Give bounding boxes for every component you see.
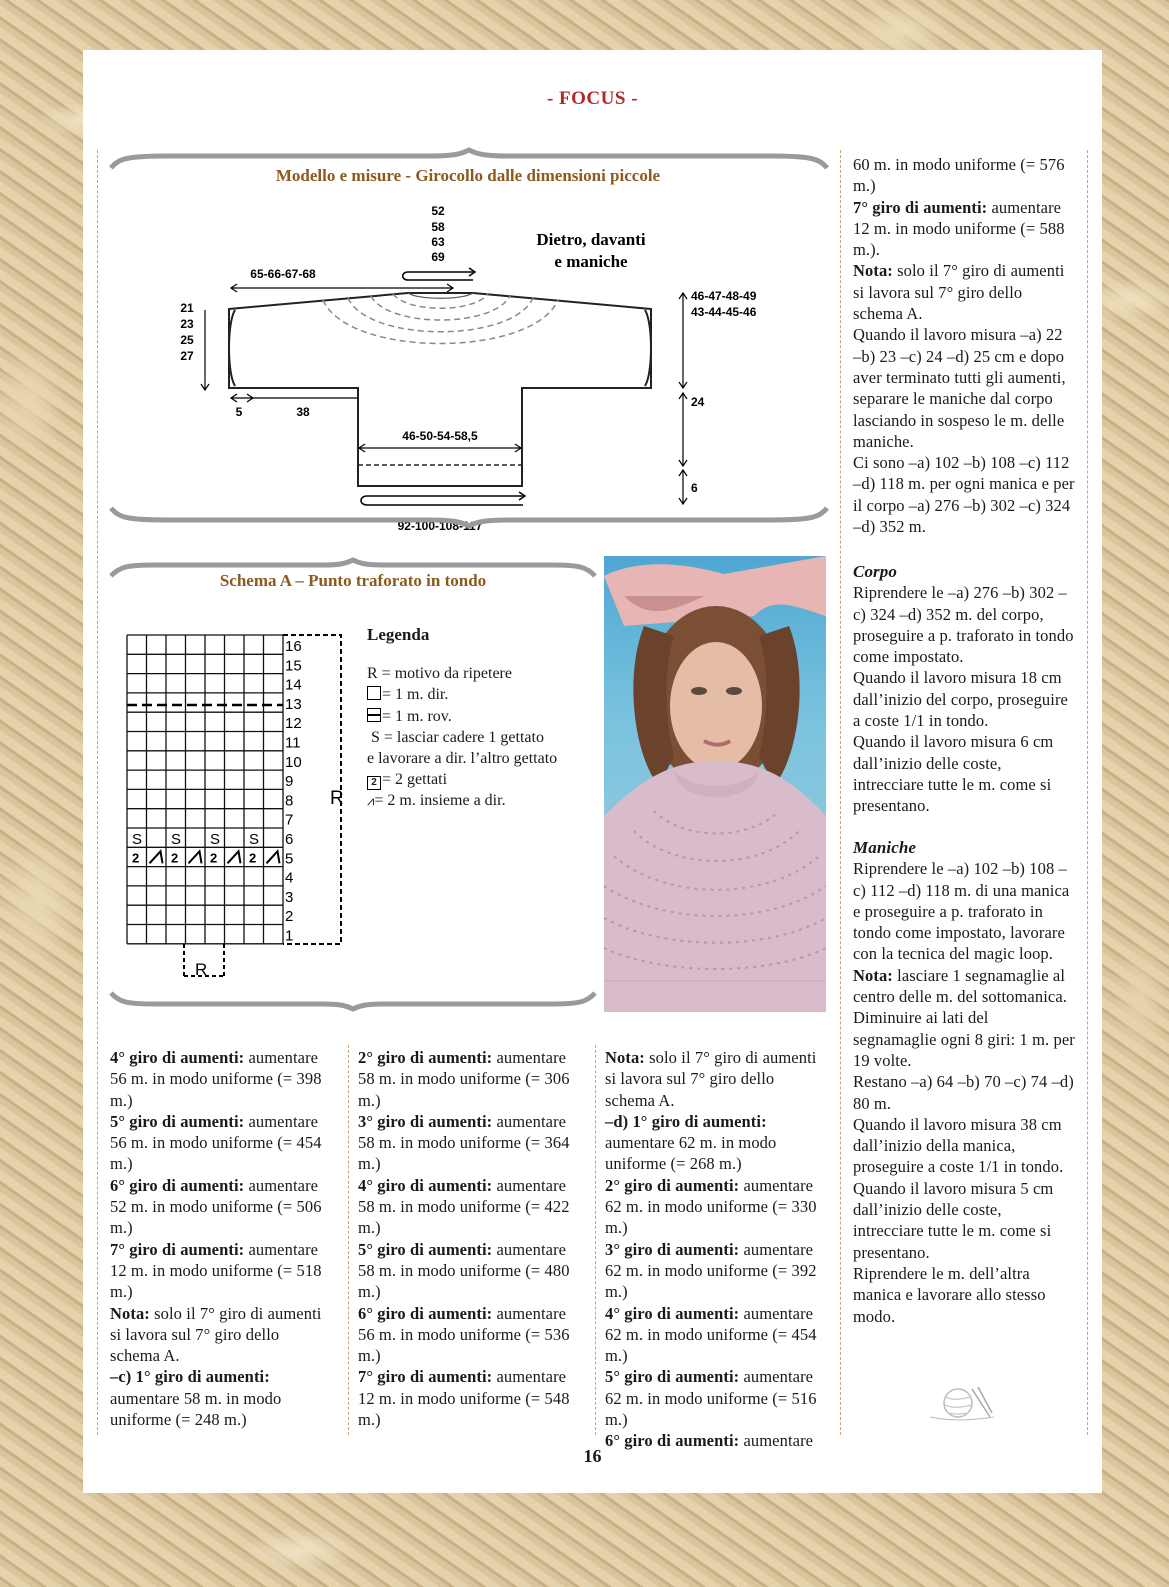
schema-bottom-bracket (109, 991, 597, 1011)
paragraph (358, 1239, 580, 1303)
slip-symbol: S (171, 831, 182, 848)
bold-label: 2° giro di aumenti: (358, 1048, 493, 1067)
row-number: 7 (285, 811, 294, 829)
double-yo-symbol: 2 (132, 850, 140, 866)
sleeve-height: 23 (180, 317, 194, 331)
bold-label: Nota: (853, 965, 893, 985)
row-number: 3 (285, 888, 294, 906)
bold-label: 6° giro di aumenti: (605, 1431, 740, 1451)
paragraph-text: aumentare 58 m. in modo uniforme (= 422 m.) (358, 1175, 570, 1238)
paragraph (853, 154, 1075, 197)
paragraph (110, 1047, 332, 1111)
diagram-bottom-bracket (109, 506, 829, 528)
hem-measure: 92-100-108-117 (397, 519, 483, 533)
row-number: 12 (285, 715, 302, 733)
bold-label: 6° giro di aumenti: (358, 1303, 493, 1323)
double-yo-symbol: 2 (171, 850, 179, 866)
maniche-section (853, 837, 1075, 1327)
paragraph (853, 1071, 1075, 1114)
paragraph-text: solo il 7° giro di aumenti si lavora sul 7° giro dello schema A. (110, 1303, 322, 1366)
bold-label: 6° giro di aumenti: (110, 1175, 245, 1195)
neck-size: 52 (431, 204, 445, 218)
legend-item: = 1 m. rov. (367, 706, 597, 727)
paragraph-text: Quando il lavoro misura 38 cm dall’inizio della manica, proseguire a coste 1/1 in tondo. (853, 1114, 1064, 1177)
model-photo (604, 556, 826, 1012)
paragraph (605, 1111, 827, 1175)
legend-item: 2 = 2 gettati (367, 769, 597, 790)
double-yo-symbol: 2 (249, 850, 257, 866)
slip-symbol: S (210, 831, 221, 848)
paragraph-text: Restano –a) 64 –b) 70 –c) 74 –d) 80 m. (853, 1072, 1074, 1113)
text-column-3 (605, 1047, 827, 1452)
paragraph-text: Quando il lavoro misura 5 cm dall’inizio delle coste, intrecciare tutte le m. come si presentano. (853, 1178, 1054, 1262)
legend-item: e lavorare a dir. l’altro gettato (367, 750, 558, 768)
paragraph (605, 1366, 827, 1430)
legend-item: ⩘= 2 m. insieme a dir. (367, 792, 506, 810)
paragraph (110, 1239, 332, 1303)
sweater-schematic (173, 198, 793, 533)
paragraph (853, 1007, 1075, 1071)
text-column-right-top (853, 154, 1075, 537)
paragraph (110, 1303, 332, 1367)
yoke-height: 43-44-45-46 (691, 305, 757, 319)
paragraph (605, 1239, 827, 1303)
row-number: 9 (285, 773, 294, 791)
stitch-chart (123, 632, 373, 984)
column-rule (348, 1045, 349, 1435)
row-number: 2 (285, 908, 294, 926)
neck-size: 69 (431, 250, 445, 264)
legend-title: Legenda (367, 625, 430, 644)
bold-label: Nota: (110, 1303, 150, 1323)
magazine-page (83, 50, 1102, 1493)
repeat-label: R (330, 788, 344, 809)
paragraph (853, 1263, 1075, 1327)
paragraph (605, 1175, 827, 1239)
sleeve-height: 27 (180, 349, 194, 363)
paragraph-text: aumentare 52 m. in modo uniforme (= 506 m.) (110, 1175, 322, 1238)
bold-label: 5° giro di aumenti: (605, 1367, 740, 1387)
paragraph: Quando il lavoro misura 18 cm dall’inizio del corpo, proseguire a coste 1/1 in tondo. (853, 668, 1068, 731)
bold-label: 4° giro di aumenti: (605, 1303, 740, 1323)
paragraph (853, 1178, 1075, 1263)
sleeve-length: 65-66-67-68 (250, 267, 316, 281)
bold-label: 3° giro di aumenti: (605, 1239, 740, 1259)
legend-item: R = motivo da ripetere (367, 665, 512, 683)
paragraph-text: aumentare 62 m. in modo uniforme (= 268 m.) (605, 1133, 777, 1174)
double-yo-symbol: 2 (367, 776, 381, 790)
bold-label: Nota: (853, 261, 893, 281)
model-illustration (604, 556, 826, 1012)
section-header: - FOCUS - (546, 88, 639, 109)
maniche-heading: Maniche (853, 838, 917, 857)
k2tog-symbol (150, 851, 163, 863)
row-number: 10 (285, 753, 302, 771)
row-number: 13 (285, 695, 302, 713)
paragraph (853, 858, 1075, 964)
paragraph-text: aumentare 12 m. in modo uniforme (= 518 m.) (110, 1239, 322, 1302)
body-height: 24 (691, 395, 705, 409)
paragraph-text: Quando il lavoro misura –a) 22 –b) 23 –c) 24 –d) 25 cm e dopo aver terminato tutti gli aumenti, separare le maniche dal corpo lasciando in sospeso le m. delle maniche. (853, 325, 1066, 451)
paragraph (110, 1111, 332, 1175)
row-number: 4 (285, 869, 294, 887)
paragraph: Riprendere le –a) 276 –b) 302 –c) 324 –d) 352 m. del corpo, proseguire a p. traforato in tondo come impostato. (853, 583, 1074, 667)
sleeve-height: 21 (180, 301, 194, 315)
paragraph (853, 1114, 1075, 1178)
slip-symbol: S (249, 831, 260, 848)
bold-label: 3° giro di aumenti: (358, 1111, 493, 1131)
legend-item: S = lasciar cadere 1 gettato (371, 728, 544, 746)
bold-label: 7° giro di aumenti: (110, 1239, 245, 1259)
paragraph-text: aumentare 12 m. in modo uniforme (= 588 m.). (853, 197, 1065, 260)
corpo-section (853, 561, 1075, 817)
sleeve-height: 25 (180, 333, 194, 347)
bold-label: Nota: (605, 1048, 645, 1067)
paragraph (358, 1111, 580, 1175)
paragraph-text: aumentare 56 m. in modo uniforme (= 454 m.) (110, 1111, 322, 1174)
paragraph-text: aumentare 58 m. in modo uniforme (= 306 m.) (358, 1048, 570, 1110)
paragraph-text: aumentare 56 m. in modo uniforme (= 536 m.) (358, 1303, 570, 1366)
paragraph-text: solo il 7° giro di aumenti si lavora sul 7° giro dello schema A. (605, 1048, 817, 1110)
paragraph (853, 324, 1075, 452)
paragraph-text: aumentare 62 m. in modo uniforme (= 330 m.) (605, 1175, 817, 1238)
paragraph (605, 1303, 827, 1367)
slip-symbol: S (132, 831, 143, 848)
row-number: 11 (285, 734, 301, 752)
paragraph (110, 1175, 332, 1239)
column-rule (97, 150, 98, 1435)
paragraph (358, 1366, 580, 1430)
paragraph-text: aumentare 58 m. in modo uniforme (= 364 m.) (358, 1111, 570, 1174)
column-rule (595, 1045, 596, 1435)
text-column-1 (110, 1047, 332, 1430)
bold-label: 4° giro di aumenti: (110, 1048, 245, 1067)
paragraph-text: aumentare 12 m. in modo uniforme (= 548 m.) (358, 1367, 570, 1430)
diagram-title: Modello e misure - Girocollo dalle dimensioni piccole (275, 166, 661, 185)
legend-item: = 1 m. dir. (367, 684, 597, 705)
row-number: 1 (285, 927, 294, 945)
row-number: 15 (285, 657, 302, 675)
pieces-label: e maniche (554, 252, 628, 271)
paragraph-text: lasciare 1 segnamaglie al centro delle m. del sottomanica. (853, 965, 1067, 1007)
repeat-label: R (195, 960, 208, 979)
bold-label: 7° giro di aumenti: (853, 197, 988, 217)
paragraph (358, 1175, 580, 1239)
bold-label: –c) 1° giro di aumenti: (110, 1367, 270, 1387)
paragraph-text: Diminuire ai lati del segnamaglie ogni 8 giri: 1 m. per 19 volte. (853, 1008, 1075, 1070)
row-number: 16 (285, 638, 302, 655)
paragraph-text: aumentare 56 m. in modo uniforme (= 398 m.) (110, 1048, 322, 1110)
paragraph-text: aumentare 62 m. in modo uniforme (= 454 m.) (605, 1303, 817, 1366)
sleeve-body-measure: 38 (296, 405, 310, 419)
pieces-label: Dietro, davanti (536, 230, 646, 249)
paragraph-text: aumentare (739, 1431, 814, 1451)
paragraph-text: Riprendere le –a) 102 –b) 108 –c) 112 –d) 118 m. di una manica e proseguire a p. traforato in tondo come impostato, lavorare con la tecnica del magic loop. (853, 859, 1070, 964)
purl-symbol (367, 708, 381, 722)
paragraph (110, 1366, 332, 1430)
rib-height: 6 (691, 481, 698, 495)
paragraph-text: 60 m. in modo uniforme (= 576 m.) (853, 155, 1065, 196)
k2tog-symbol (267, 851, 280, 863)
bold-label: 4° giro di aumenti: (358, 1175, 493, 1195)
k2tog-symbol (228, 851, 241, 863)
paragraph (853, 965, 1075, 1008)
paragraph (853, 260, 1075, 324)
column-rule (1087, 150, 1088, 1435)
paragraph-text: aumentare 62 m. in modo uniforme (= 392 m.) (605, 1239, 817, 1302)
yarn-ball-logo (928, 1383, 998, 1423)
double-yo-symbol: 2 (210, 850, 218, 866)
row-number: 5 (285, 850, 294, 868)
k2tog-symbol (189, 851, 202, 863)
paragraph: Quando il lavoro misura 6 cm dall’inizio delle coste, intrecciare tutte le m. come si presentano. (853, 732, 1054, 816)
paragraph-text: aumentare 58 m. in modo uniforme (= 248 m.) (110, 1388, 282, 1430)
bold-label: 5° giro di aumenti: (358, 1239, 493, 1259)
paragraph (853, 197, 1075, 261)
paragraph-text: aumentare 62 m. in modo uniforme (= 516 m.) (605, 1367, 817, 1430)
row-number: 8 (285, 792, 294, 810)
cuff-measure: 5 (235, 405, 243, 419)
paragraph (605, 1047, 827, 1111)
bold-label: 5° giro di aumenti: (110, 1111, 245, 1131)
paragraph-text: aumentare 58 m. in modo uniforme (= 480 m.) (358, 1239, 570, 1302)
paragraph-text: solo il 7° giro di aumenti si lavora sul 7° giro dello schema A. (853, 261, 1065, 324)
bold-label: 2° giro di aumenti: (605, 1175, 740, 1195)
row-number: 6 (285, 831, 294, 848)
neck-size: 58 (431, 220, 445, 234)
bold-label: –d) 1° giro di aumenti: (605, 1111, 767, 1131)
bold-label: 7° giro di aumenti: (358, 1367, 493, 1387)
row-number: 14 (285, 676, 302, 694)
column-rule (840, 150, 841, 1435)
page-number: 16 (583, 1446, 602, 1466)
paragraph (853, 452, 1075, 537)
paragraph (358, 1303, 580, 1367)
knit-symbol (367, 686, 381, 700)
text-column-2 (358, 1047, 580, 1430)
k2tog-symbol: ⩘ (367, 794, 375, 810)
legend (367, 624, 597, 813)
neck-size: 63 (431, 235, 445, 249)
chest-measure: 46-50-54-58,5 (402, 429, 478, 443)
paragraph-text: Ci sono –a) 102 –b) 108 –c) 112 –d) 118 m. per ogni manica e per il corpo –a) 276 –b) 302 –c) 324 –d) 352 m. (853, 453, 1075, 537)
paragraph-text: Riprendere le m. dell’altra manica e lavorare allo stesso modo. (853, 1263, 1046, 1326)
schema-title: Schema A – Punto traforato in tondo (219, 571, 487, 590)
yoke-height: 46-47-48-49 (691, 289, 757, 303)
paragraph (358, 1047, 580, 1111)
corpo-heading: Corpo (853, 562, 897, 581)
